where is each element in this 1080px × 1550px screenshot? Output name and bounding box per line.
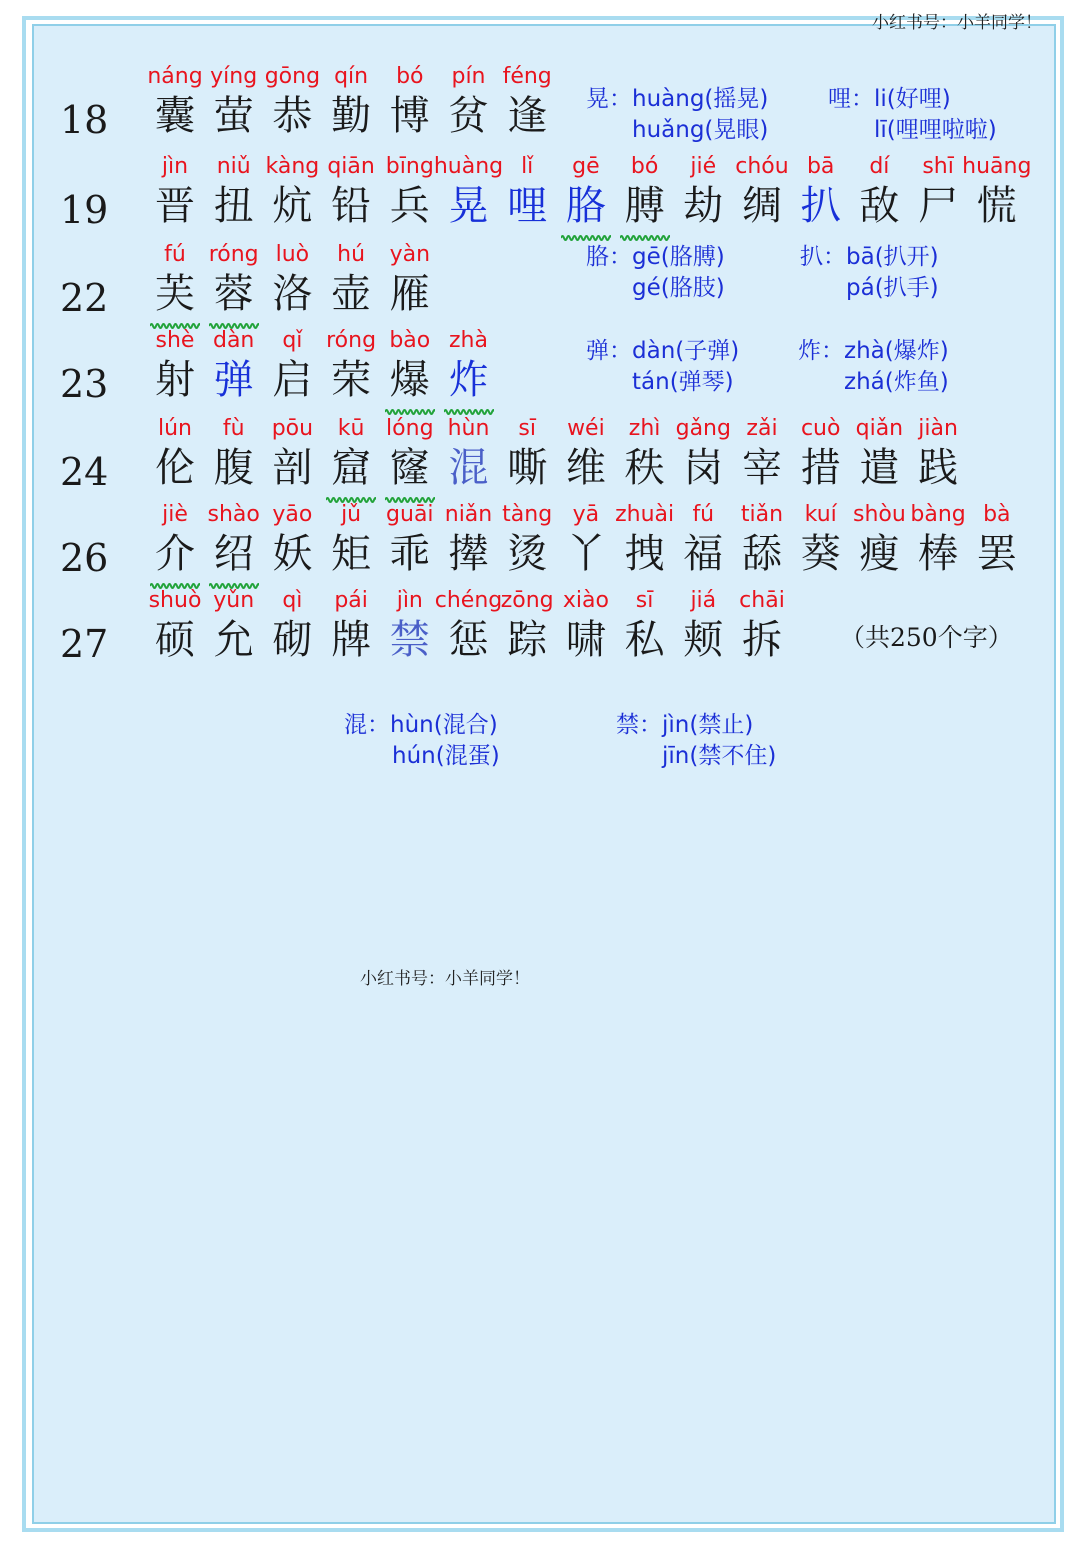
pinyin: bā xyxy=(806,154,835,179)
pinyin: gǎng xyxy=(675,416,731,441)
pinyin: wéi xyxy=(567,416,605,441)
pinyin: hú xyxy=(337,242,366,267)
hanzi: 尸 xyxy=(918,183,959,229)
pinyin: zhuài xyxy=(615,502,675,527)
hanzi: 绸 xyxy=(742,183,782,229)
pinyin: dàn xyxy=(212,328,255,353)
pinyin: yāo xyxy=(272,502,313,527)
pinyin: yíng xyxy=(210,64,258,89)
lesson-number: 26 xyxy=(60,536,109,580)
pinyin: féng xyxy=(502,64,552,89)
hanzi: 炸 xyxy=(448,357,489,403)
lesson-number: 18 xyxy=(60,98,109,142)
pinyin: qiǎn xyxy=(855,416,904,441)
pinyin: fú xyxy=(692,502,715,527)
pinyin: niǎn xyxy=(444,502,493,527)
pinyin: chāi xyxy=(739,588,785,613)
pinyin: jié xyxy=(690,154,717,179)
note-line: pá(扒手) xyxy=(846,275,939,301)
pinyin: lǐ xyxy=(521,154,534,179)
note-zha xyxy=(798,336,949,398)
pinyin: shào xyxy=(207,502,260,527)
pinyin: luò xyxy=(275,242,310,267)
hanzi: 硕 xyxy=(155,617,195,663)
pinyin: kū xyxy=(337,416,365,441)
pinyin: jìn xyxy=(396,588,423,613)
hanzi: 惩 xyxy=(448,617,489,663)
char-cell xyxy=(496,62,558,152)
hanzi: 铅 xyxy=(331,183,372,229)
pinyin: bīng xyxy=(385,154,434,179)
hanzi: 爆 xyxy=(389,357,430,403)
hanzi: 允 xyxy=(213,617,254,663)
pinyin: tiǎn xyxy=(740,502,784,527)
pinyin: cuò xyxy=(800,416,841,441)
note-line: 禁：jìn(禁止) xyxy=(616,712,754,738)
hanzi: 荣 xyxy=(331,357,372,403)
note-line: tán(弹琴) xyxy=(632,369,734,395)
hanzi: 洛 xyxy=(272,271,313,317)
note-line: jīn(禁不住) xyxy=(662,743,777,769)
lesson-number: 27 xyxy=(60,622,109,666)
pinyin: fù xyxy=(222,416,245,441)
hanzi: 恭 xyxy=(272,93,313,139)
pinyin: róng xyxy=(208,242,259,267)
note-line: 晃：huàng(摇晃) xyxy=(586,86,769,112)
watermark-mid: 小红书号：小羊同学！ xyxy=(360,969,530,989)
hanzi: 牌 xyxy=(331,617,372,663)
hanzi: 宰 xyxy=(742,445,782,491)
pinyin: hùn xyxy=(447,416,490,441)
note-line: 扒：bā(扒开) xyxy=(800,244,939,270)
pinyin: jiè xyxy=(162,502,188,527)
char-cell xyxy=(379,240,441,330)
pinyin: sī xyxy=(635,588,654,613)
note-line: 胳：gē(胳膊) xyxy=(586,244,725,270)
hanzi: 慌 xyxy=(976,183,1017,229)
pinyin: kuí xyxy=(804,502,837,527)
pinyin: huāng xyxy=(962,154,1032,179)
pinyin: zhà xyxy=(449,328,488,353)
hanzi: 芙 xyxy=(155,271,195,317)
hanzi: 舔 xyxy=(742,531,782,577)
note-line: 混：hùn(混合) xyxy=(344,712,498,738)
pinyin: yàn xyxy=(389,242,431,267)
watermark-top: 小红书号：小羊同学！ xyxy=(872,13,1042,33)
pinyin: bào xyxy=(389,328,431,353)
lesson-number: 22 xyxy=(60,276,109,320)
hanzi: 丫 xyxy=(565,531,606,577)
pinyin: lún xyxy=(158,416,192,441)
hanzi: 剖 xyxy=(272,445,313,491)
lesson-row xyxy=(0,500,1080,590)
pinyin: jìn xyxy=(161,154,189,179)
hanzi: 矩 xyxy=(331,531,372,577)
hanzi: 壶 xyxy=(331,271,372,317)
hanzi: 敌 xyxy=(859,183,900,229)
hanzi: 妖 xyxy=(272,531,313,577)
hanzi: 膊 xyxy=(624,183,665,229)
note-li xyxy=(828,84,997,146)
hanzi: 烫 xyxy=(507,531,548,577)
note-line: gé(胳肢) xyxy=(632,275,725,301)
pinyin: xiào xyxy=(562,588,609,613)
pinyin: qiān xyxy=(327,154,375,179)
hanzi: 福 xyxy=(683,531,724,577)
pinyin: náng xyxy=(147,64,203,89)
pinyin: lóng xyxy=(386,416,434,441)
pinyin: shè xyxy=(155,328,195,353)
pinyin: gē xyxy=(572,154,600,179)
lesson-row xyxy=(0,414,1080,504)
pinyin: shī xyxy=(922,154,954,179)
note-ge xyxy=(586,242,725,304)
hanzi: 胳 xyxy=(565,183,606,229)
note-line: zhá(炸鱼) xyxy=(844,369,949,395)
pinyin: pái xyxy=(334,588,368,613)
char-cell xyxy=(731,586,793,676)
total-count: （共250个字） xyxy=(840,623,1013,652)
pinyin: bàng xyxy=(910,502,966,527)
hanzi: 劫 xyxy=(683,183,724,229)
hanzi: 兵 xyxy=(389,183,430,229)
hanzi: 嘶 xyxy=(507,445,548,491)
pinyin: yā xyxy=(572,502,600,527)
pinyin: zhì xyxy=(628,416,661,441)
hanzi: 啸 xyxy=(565,617,606,663)
pinyin: sī xyxy=(518,416,536,441)
hanzi: 贫 xyxy=(448,93,489,139)
note-line: 弹：dàn(子弹) xyxy=(586,338,740,364)
lesson-number: 24 xyxy=(60,450,109,494)
pinyin: yǔn xyxy=(213,588,255,613)
hanzi: 践 xyxy=(918,445,959,491)
hanzi: 踪 xyxy=(507,617,548,663)
hanzi: 博 xyxy=(389,93,430,139)
pinyin: qǐ xyxy=(282,328,303,353)
hanzi: 颊 xyxy=(683,617,724,663)
pinyin: zōng xyxy=(500,588,554,613)
lesson-row xyxy=(0,152,1080,242)
hanzi: 窿 xyxy=(389,445,430,491)
pinyin: bà xyxy=(983,502,1011,527)
hanzi: 射 xyxy=(155,357,195,403)
pinyin: gōng xyxy=(264,64,321,89)
hanzi: 蓉 xyxy=(213,271,254,317)
pinyin: kàng xyxy=(265,154,320,179)
pinyin: shòu xyxy=(852,502,906,527)
hanzi: 扒 xyxy=(800,183,841,229)
pinyin: jiá xyxy=(690,588,717,613)
hanzi: 混 xyxy=(448,445,489,491)
hanzi: 扭 xyxy=(213,183,254,229)
pinyin: róng xyxy=(326,328,377,353)
char-cell xyxy=(438,326,500,416)
hanzi: 囊 xyxy=(155,93,195,139)
hanzi: 葵 xyxy=(800,531,841,577)
pinyin: jǔ xyxy=(341,502,362,527)
hanzi: 炕 xyxy=(272,183,313,229)
pinyin: bó xyxy=(630,154,659,179)
pinyin: jiàn xyxy=(918,416,958,441)
lesson-number: 19 xyxy=(60,188,109,232)
pinyin: zǎi xyxy=(746,416,778,441)
hanzi: 撵 xyxy=(448,531,489,577)
hanzi: 拆 xyxy=(742,617,782,663)
note-line: 哩：li(好哩) xyxy=(828,86,951,112)
hanzi: 禁 xyxy=(389,617,430,663)
hanzi: 启 xyxy=(272,357,313,403)
pinyin: pōu xyxy=(271,416,314,441)
note-jin xyxy=(616,710,776,772)
pinyin: huàng xyxy=(433,154,504,179)
hanzi: 遣 xyxy=(859,445,900,491)
pinyin: pín xyxy=(451,64,486,89)
note-line: huǎng(晃眼) xyxy=(632,117,769,143)
hanzi: 拽 xyxy=(624,531,665,577)
pinyin: chóu xyxy=(735,154,789,179)
hanzi: 私 xyxy=(624,617,665,663)
pinyin: shuò xyxy=(148,588,202,613)
hanzi: 晋 xyxy=(155,183,195,229)
hanzi: 棒 xyxy=(918,531,959,577)
hanzi: 砌 xyxy=(272,617,313,663)
hanzi: 秩 xyxy=(624,445,665,491)
hanzi: 萤 xyxy=(213,93,254,139)
hanzi: 逢 xyxy=(507,93,548,139)
hanzi: 乖 xyxy=(389,531,430,577)
hanzi: 维 xyxy=(565,445,606,491)
lesson-number: 23 xyxy=(60,362,109,406)
pinyin: fú xyxy=(164,242,186,267)
hanzi: 岗 xyxy=(683,445,724,491)
hanzi: 雁 xyxy=(389,271,430,317)
note-line: 炸：zhà(爆炸) xyxy=(798,338,949,364)
hanzi: 罢 xyxy=(976,531,1017,577)
hanzi: 措 xyxy=(800,445,841,491)
hanzi: 窟 xyxy=(331,445,372,491)
pinyin: tàng xyxy=(502,502,553,527)
hanzi: 晃 xyxy=(448,183,489,229)
pinyin: guāi xyxy=(386,502,434,527)
hanzi: 弹 xyxy=(213,357,254,403)
pinyin: dí xyxy=(869,154,890,179)
note-dan xyxy=(586,336,739,398)
hanzi: 伦 xyxy=(155,445,195,491)
pinyin: qì xyxy=(282,588,303,613)
char-cell xyxy=(907,414,969,504)
hanzi: 腹 xyxy=(213,445,254,491)
note-line: lī(哩哩啦啦) xyxy=(874,117,997,143)
note-ba xyxy=(800,242,939,304)
pinyin: bó xyxy=(396,64,424,89)
note-huang xyxy=(586,84,768,146)
pinyin: chéng xyxy=(434,588,503,613)
hanzi: 勤 xyxy=(331,93,372,139)
pinyin: qín xyxy=(334,64,369,89)
hanzi: 绍 xyxy=(213,531,254,577)
hanzi: 哩 xyxy=(507,183,548,229)
note-line: hún(混蛋) xyxy=(392,743,500,769)
char-cell xyxy=(966,500,1028,590)
hanzi: 介 xyxy=(155,531,195,577)
hanzi: 瘦 xyxy=(859,531,900,577)
pinyin: niǔ xyxy=(216,154,251,179)
char-cell xyxy=(962,152,1032,242)
note-hun xyxy=(344,710,500,772)
